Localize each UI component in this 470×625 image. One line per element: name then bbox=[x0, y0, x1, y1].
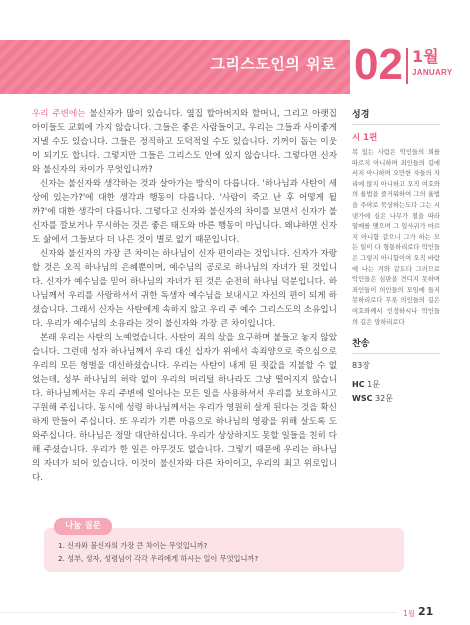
month-korean: 1월 bbox=[412, 47, 439, 66]
paragraph-1 bbox=[32, 107, 337, 177]
day-number: 02 bbox=[354, 40, 403, 89]
catechism-hc bbox=[352, 379, 440, 390]
catechism-hc-value: 1문 bbox=[367, 380, 380, 390]
page-title: 그리스도인의 위로 bbox=[210, 55, 336, 73]
paragraph-4: 본래 우리는 사탄의 노예였습니다. 사탄이 죄의 삯을 요구하며 붙들고 놓지 않았습니다. 그런데 성자 하나님께서 우리 대신 십자가 위에서 속죄양으로 죽으심으로 우리의 모든 형벌을 대신하셨습니다. 우리는 사탄이 내게 된 죗값을 지불할 수 없었는데, 성부 하나님의 허락 없이 우리의 머리털 하나라도 그냥 떨어지지 않습니다. 하나님께서는 우리 주변에 일어나는 모든 일을 사용하셔서 우리를 보호하시고 구원해 주십니다. 동시에 성령 하나님께서는 우리가 영원히 살게 된다는 것을 확신하게 만들어 주십니다. 또 우리가 기쁜 마음으로 하나님의 영광을 위해 살도록 도와주십니다. 하나님은 정말 대단하십니다. 우리가 상상하지도 못할 일들을 친히 다 해 주셨습니다. 우리가 한 일은 아무것도 없습니다. 그렇기 때문에 우리는 하나님의 자녀가 되어 있습니다. 이것이 불신자와 다른 차이이고, 우리의 최고 위로입니다. bbox=[32, 333, 337, 483]
discussion-tag: 나눔 질문 bbox=[54, 518, 112, 535]
footer-month: 1월 bbox=[403, 609, 416, 618]
question-item: 2. 성부, 성자, 성령님이 각각 우리에게 하시는 일이 무엇입니까? bbox=[58, 554, 259, 563]
title-banner bbox=[0, 40, 350, 94]
discussion-box bbox=[44, 521, 404, 572]
scripture-heading: 성경 bbox=[352, 107, 440, 125]
footer-rule bbox=[0, 612, 398, 613]
paragraph-lead: 우리 주변에는 bbox=[32, 109, 86, 119]
catechism-wsc-value: 32문 bbox=[375, 394, 393, 404]
hymn-heading: 찬송 bbox=[352, 336, 440, 354]
scripture-reference: 시 1편 bbox=[352, 133, 378, 143]
scripture-text: 복 있는 사람은 악인들의 꾀를 따르지 아니하며 죄인들의 길에 서지 아니하며 오만한 자들의 자리에 앉지 아니하고 오직 여호와의 율법을 즐거워하여 그의 율법을 주야로 묵상하는도다 그는 시냇가에 심은 나무가 철을 따라 열매를 맺으며 그 잎사귀가 마르지 아니함 같으니 그가 하는 모든 일이 다 형통하리로다 악인들은 그렇지 아니함이여 오직 바람에 나는 겨와 같도다 그러므로 악인들은 심판을 견디지 못하며 죄인들이 의인들의 모임에 들지 못하리로다 무릇 의인들의 길은 여호와께서 인정하시나 악인들의 길은 망하리로다 bbox=[352, 149, 440, 326]
question-item: 1. 신자와 불신자의 가장 큰 차이는 무엇입니까? bbox=[58, 541, 208, 550]
catechism-wsc-label: WSC bbox=[352, 394, 373, 404]
devotional-body bbox=[32, 107, 337, 485]
paragraph-text: 불신자가 많이 있습니다. 옆집 할아버지와 할머니, 그리고 아랫집 아이들도 교회에 가지 않습니다. 그들은 좋은 사람들이고, 우리는 그들과 사이좋게 지낼 수도 있습니다. 그들은 정직하고 도덕적일 수도 있습니다. 기꺼이 돕는 이웃이 되기도 합니다. 그렇지만 그들은 그리스도 안에 있지 않습니다. 그렇다면 신자와 불신자의 차이가 무엇입니까? bbox=[32, 109, 337, 175]
page-number: 21 bbox=[418, 605, 434, 618]
question-list bbox=[58, 539, 258, 565]
catechism-wsc bbox=[352, 393, 440, 404]
catechism-hc-label: HC bbox=[352, 380, 365, 390]
month-english: JANUARY bbox=[412, 68, 453, 77]
hymn-section bbox=[352, 336, 440, 371]
catechism-section bbox=[352, 379, 440, 404]
paragraph-3: 신자와 불신자의 가장 큰 차이는 하나님이 신자 편이라는 것입니다. 신자가 자랑할 것은 오직 하나님의 은혜뿐이며, 예수님의 공로로 하나님의 자녀가 된 것입니다. 신자가 예수님을 믿어 하나님의 자녀가 된 것은 순전히 하나님 덕분입니다. 하나님께서 우리를 사랑하셔서 귀한 독생자 예수님을 보내시고 자신의 편이 되게 하셨습니다. 그래서 신자는 사탄에게 속하지 않고 우리 주 예수 그리스도의 소유입니다. 우리가 예수님의 소유라는 것이 불신자와 가장 큰 차이입니다. bbox=[32, 249, 337, 329]
sidebar bbox=[352, 107, 440, 407]
date-badge bbox=[350, 36, 453, 96]
hymn-number: 83장 bbox=[352, 361, 370, 371]
paragraph-2: 신자는 불신자와 생각하는 것과 살아가는 방식이 다릅니다. '하나님과 사탄이 세상에 있는가?'에 대한 생각과 행동이 다릅니다. '사람이 죽고 난 후 어떻게 될까?'에 대한 생각이 다릅니다. 그렇다고 신자와 불신자의 차이를 보면서 신자가 불신자를 깔보거나 무시하는 것은 좋은 태도와 바른 행동이 아닙니다. 왜냐하면 신자도 삶에서 그들보다 더 나은 것이 별로 없기 때문입니다. bbox=[32, 179, 337, 245]
badge-divider bbox=[406, 48, 408, 84]
